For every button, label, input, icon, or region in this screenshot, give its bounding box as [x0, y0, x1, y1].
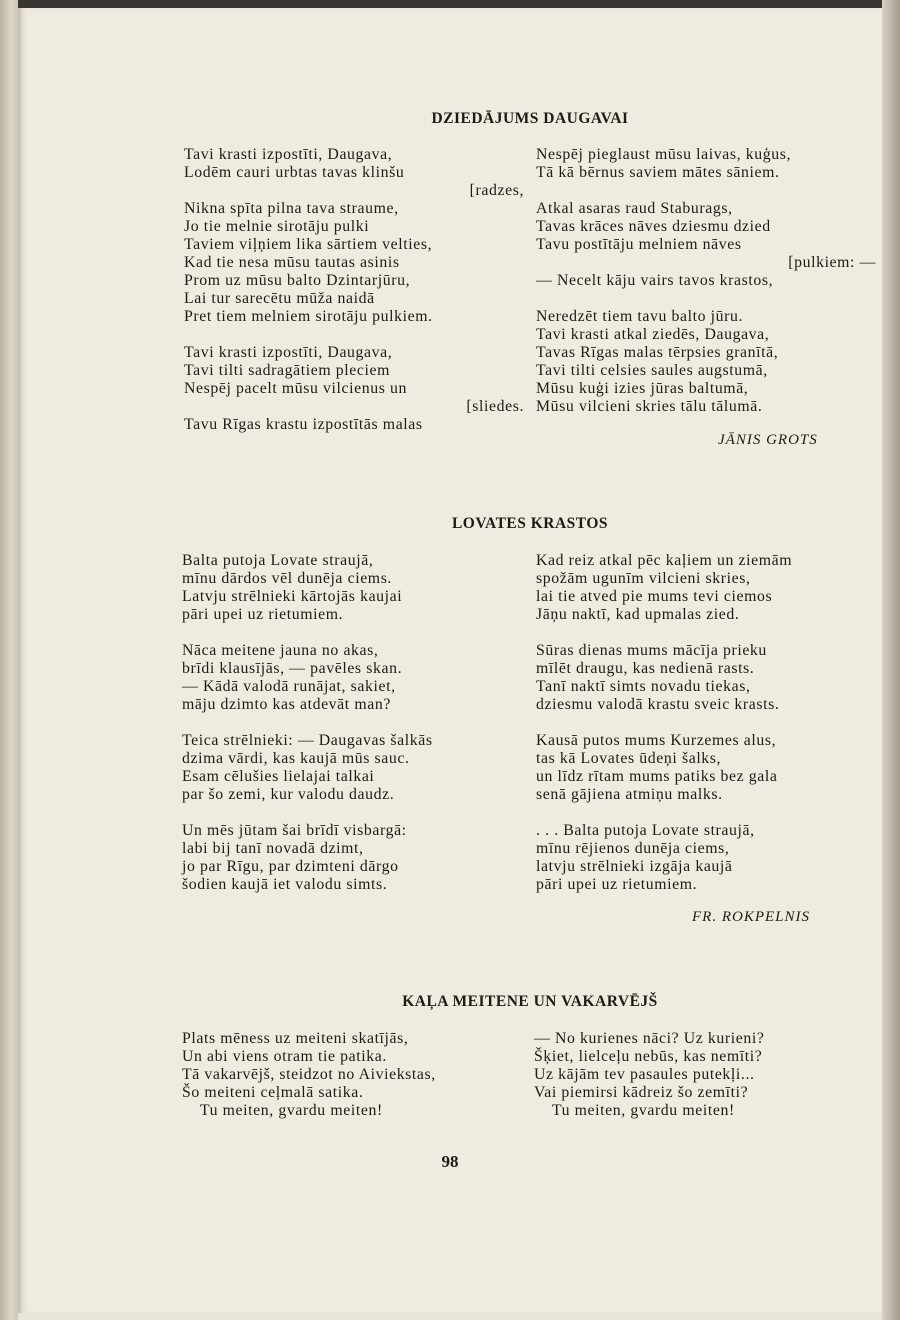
verse-line: Plats mēness uz meiteni skatījās,	[182, 1030, 409, 1047]
verse-line: tas kā Lovates ūdeņi šalks,	[536, 750, 722, 767]
verse-line: mīnu rējienos dunēja ciems,	[536, 840, 730, 857]
verse-line: māju dzimto kas atdevāt man?	[182, 696, 391, 713]
stanza-gap	[536, 804, 876, 822]
verse-line: brīdi klausījās, — pavēles skan.	[182, 660, 403, 677]
stanza-gap	[184, 326, 524, 344]
stanza-gap	[182, 714, 522, 732]
stanza-gap	[536, 624, 876, 642]
verse-line: Tavi krasti izpostīti, Daugava,	[184, 146, 393, 163]
verse-line: Vai piemirsi kādreiz šo zemīti?	[534, 1084, 749, 1101]
verse-line: Nāca meitene jauna no akas,	[182, 642, 379, 659]
poem3-left-column	[182, 1030, 522, 1120]
verse-line: par šo zemi, kur valodu daudz.	[182, 786, 395, 803]
verse-line: [pulkiem: —	[788, 254, 876, 271]
verse-line: Nikna spīta pilna tava straume,	[184, 200, 399, 217]
verse-line: Šo meiteni ceļmalā satika.	[182, 1084, 364, 1101]
verse-line: mīlēt draugu, kas nedienā rasts.	[536, 660, 755, 677]
verse-line: lai tie atved pie mums tevi ciemos	[536, 588, 773, 605]
verse-line: Latvju strēlnieki kārtojās kaujai	[182, 588, 403, 605]
verse-line: un līdz rītam mums patiks bez gala	[536, 768, 778, 785]
verse-line: Tavu postītāju melniem nāves	[536, 236, 742, 253]
verse-line: Tavi tilti celsies saules augstumā,	[536, 362, 768, 379]
verse-line: Un mēs jūtam šai brīdī visbargā:	[182, 822, 407, 839]
verse-line: Sūras dienas mums mācīja prieku	[536, 642, 767, 659]
verse-line: Taviem viļņiem lika sārtiem velties,	[184, 236, 433, 253]
page-number: 98	[441, 1152, 459, 1171]
stanza-gap	[536, 714, 876, 732]
verse-line: šodien kaujā iet valodu simts.	[182, 876, 388, 893]
stanza-gap	[536, 182, 876, 200]
verse-line: Neredzēt tiem tavu balto jūru.	[536, 308, 744, 325]
verse-line: Tu meiten, gvardu meiten!	[182, 1102, 383, 1119]
verse-line: Tavas Rīgas malas tērpsies granītā,	[536, 344, 779, 361]
verse-line: — No kurienes nāci? Uz kurieni?	[534, 1030, 765, 1047]
verse-line: latvju strēlnieki izgāja kaujā	[536, 858, 733, 875]
verse-line: jo par Rīgu, par dzimteni dārgo	[182, 858, 399, 875]
verse-line: Lai tur sarecētu mūža naidā	[184, 290, 375, 307]
verse-line: Teica strēlnieki: — Daugavas šalkās	[182, 732, 433, 749]
stanza-gap	[536, 290, 876, 308]
verse-line: Mūsu vilcieni skries tālu tālumā.	[536, 398, 763, 415]
verse-line: Kad reiz atkal pēc kaļiem un ziemām	[536, 552, 793, 569]
stanza-gap	[182, 624, 522, 642]
verse-line: pāri upei uz rietumiem.	[536, 876, 698, 893]
poem2-title: LOVATES KRASTOS	[451, 515, 609, 532]
verse-line: mīnu dārdos vēl dunēja ciems.	[182, 570, 392, 587]
verse-line: Tu meiten, gvardu meiten!	[534, 1102, 735, 1119]
verse-line: senā gājiena atmiņu malks.	[536, 786, 723, 803]
verse-line: Tā kā bērnus saviem mātes sāniem.	[536, 164, 780, 181]
verse-line: Pret tiem melniem sirotāju pulkiem.	[184, 308, 433, 325]
verse-line: Prom uz mūsu balto Dzintarjūru,	[184, 272, 411, 289]
poem2-left-column	[182, 552, 522, 894]
verse-line: Nespēj pieglaust mūsu laivas, kuģus,	[536, 146, 792, 163]
poem1-right-column	[536, 146, 876, 416]
verse-line: dziesmu valodā krastu sveic krasts.	[536, 696, 780, 713]
verse-line: labi bij tanī novadā dzimt,	[182, 840, 364, 857]
verse-line: Nespēj pacelt mūsu vilcienus un	[184, 380, 408, 397]
verse-line: . . . Balta putoja Lovate straujā,	[536, 822, 755, 839]
poem1-author: JĀNIS GROTS	[718, 432, 818, 448]
verse-line: — Kādā valodā runājat, sakiet,	[182, 678, 396, 695]
verse-line: Tavas krāces nāves dziesmu dzied	[536, 218, 771, 235]
verse-line: pāri upei uz rietumiem.	[182, 606, 344, 623]
stanza-gap	[182, 804, 522, 822]
verse-line: — Necelt kāju vairs tavos krastos,	[536, 272, 774, 289]
verse-line: Tā vakarvējš, steidzot no Aiviekstas,	[182, 1066, 436, 1083]
verse-line: Tavu Rīgas krastu izpostītās malas	[184, 416, 423, 433]
verse-line: Atkal asaras raud Staburags,	[536, 200, 733, 217]
verse-line: [radzes,	[469, 182, 524, 199]
verse-line: Mūsu kuģi izies jūras baltumā,	[536, 380, 749, 397]
verse-line: Tavi tilti sadragātiem pleciem	[184, 362, 390, 379]
verse-line: Esam cēlušies lielajai talkai	[182, 768, 375, 785]
poem1-title: DZIEDĀJUMS DAUGAVAI	[431, 110, 629, 127]
verse-line: Balta putoja Lovate straujā,	[182, 552, 374, 569]
book-binding	[0, 0, 18, 1320]
verse-line: [sliedes.	[466, 398, 524, 415]
verse-line: Tanī naktī simts novadu tiekas,	[536, 678, 751, 695]
verse-line: Kad tie nesa mūsu tautas asinis	[184, 254, 400, 271]
verse-line: dzima vārdi, kas kaujā mūs sauc.	[182, 750, 410, 767]
page-right-edge	[882, 0, 900, 1320]
verse-line: Uz kājām tev pasaules putekļi...	[534, 1066, 755, 1083]
poem3-title: KAĻA MEITENE UN VAKARVĒJŠ	[402, 993, 658, 1010]
page-top-edge	[0, 0, 900, 8]
verse-line: Tavi krasti izpostīti, Daugava,	[184, 344, 393, 361]
verse-line: spožām ugunīm vilcieni skries,	[536, 570, 751, 587]
verse-line: Jo tie melnie sirotāju pulki	[184, 218, 370, 235]
poem3-right-column	[534, 1030, 874, 1120]
verse-line: Šķiet, lielceļu nebūs, kas nemīti?	[534, 1048, 763, 1065]
verse-line: Jāņu naktī, kad upmalas zied.	[536, 606, 740, 623]
verse-line: Kausā putos mums Kurzemes alus,	[536, 732, 777, 749]
verse-line: Tavi krasti atkal ziedēs, Daugava,	[536, 326, 770, 343]
poem2-author: FR. ROKPELNIS	[692, 909, 810, 925]
verse-line: Lodēm cauri urbtas tavas klinšu	[184, 164, 405, 181]
poem1-left-column	[184, 146, 524, 434]
verse-line: Un abi viens otram tie patika.	[182, 1048, 387, 1065]
poem2-right-column	[536, 552, 876, 894]
